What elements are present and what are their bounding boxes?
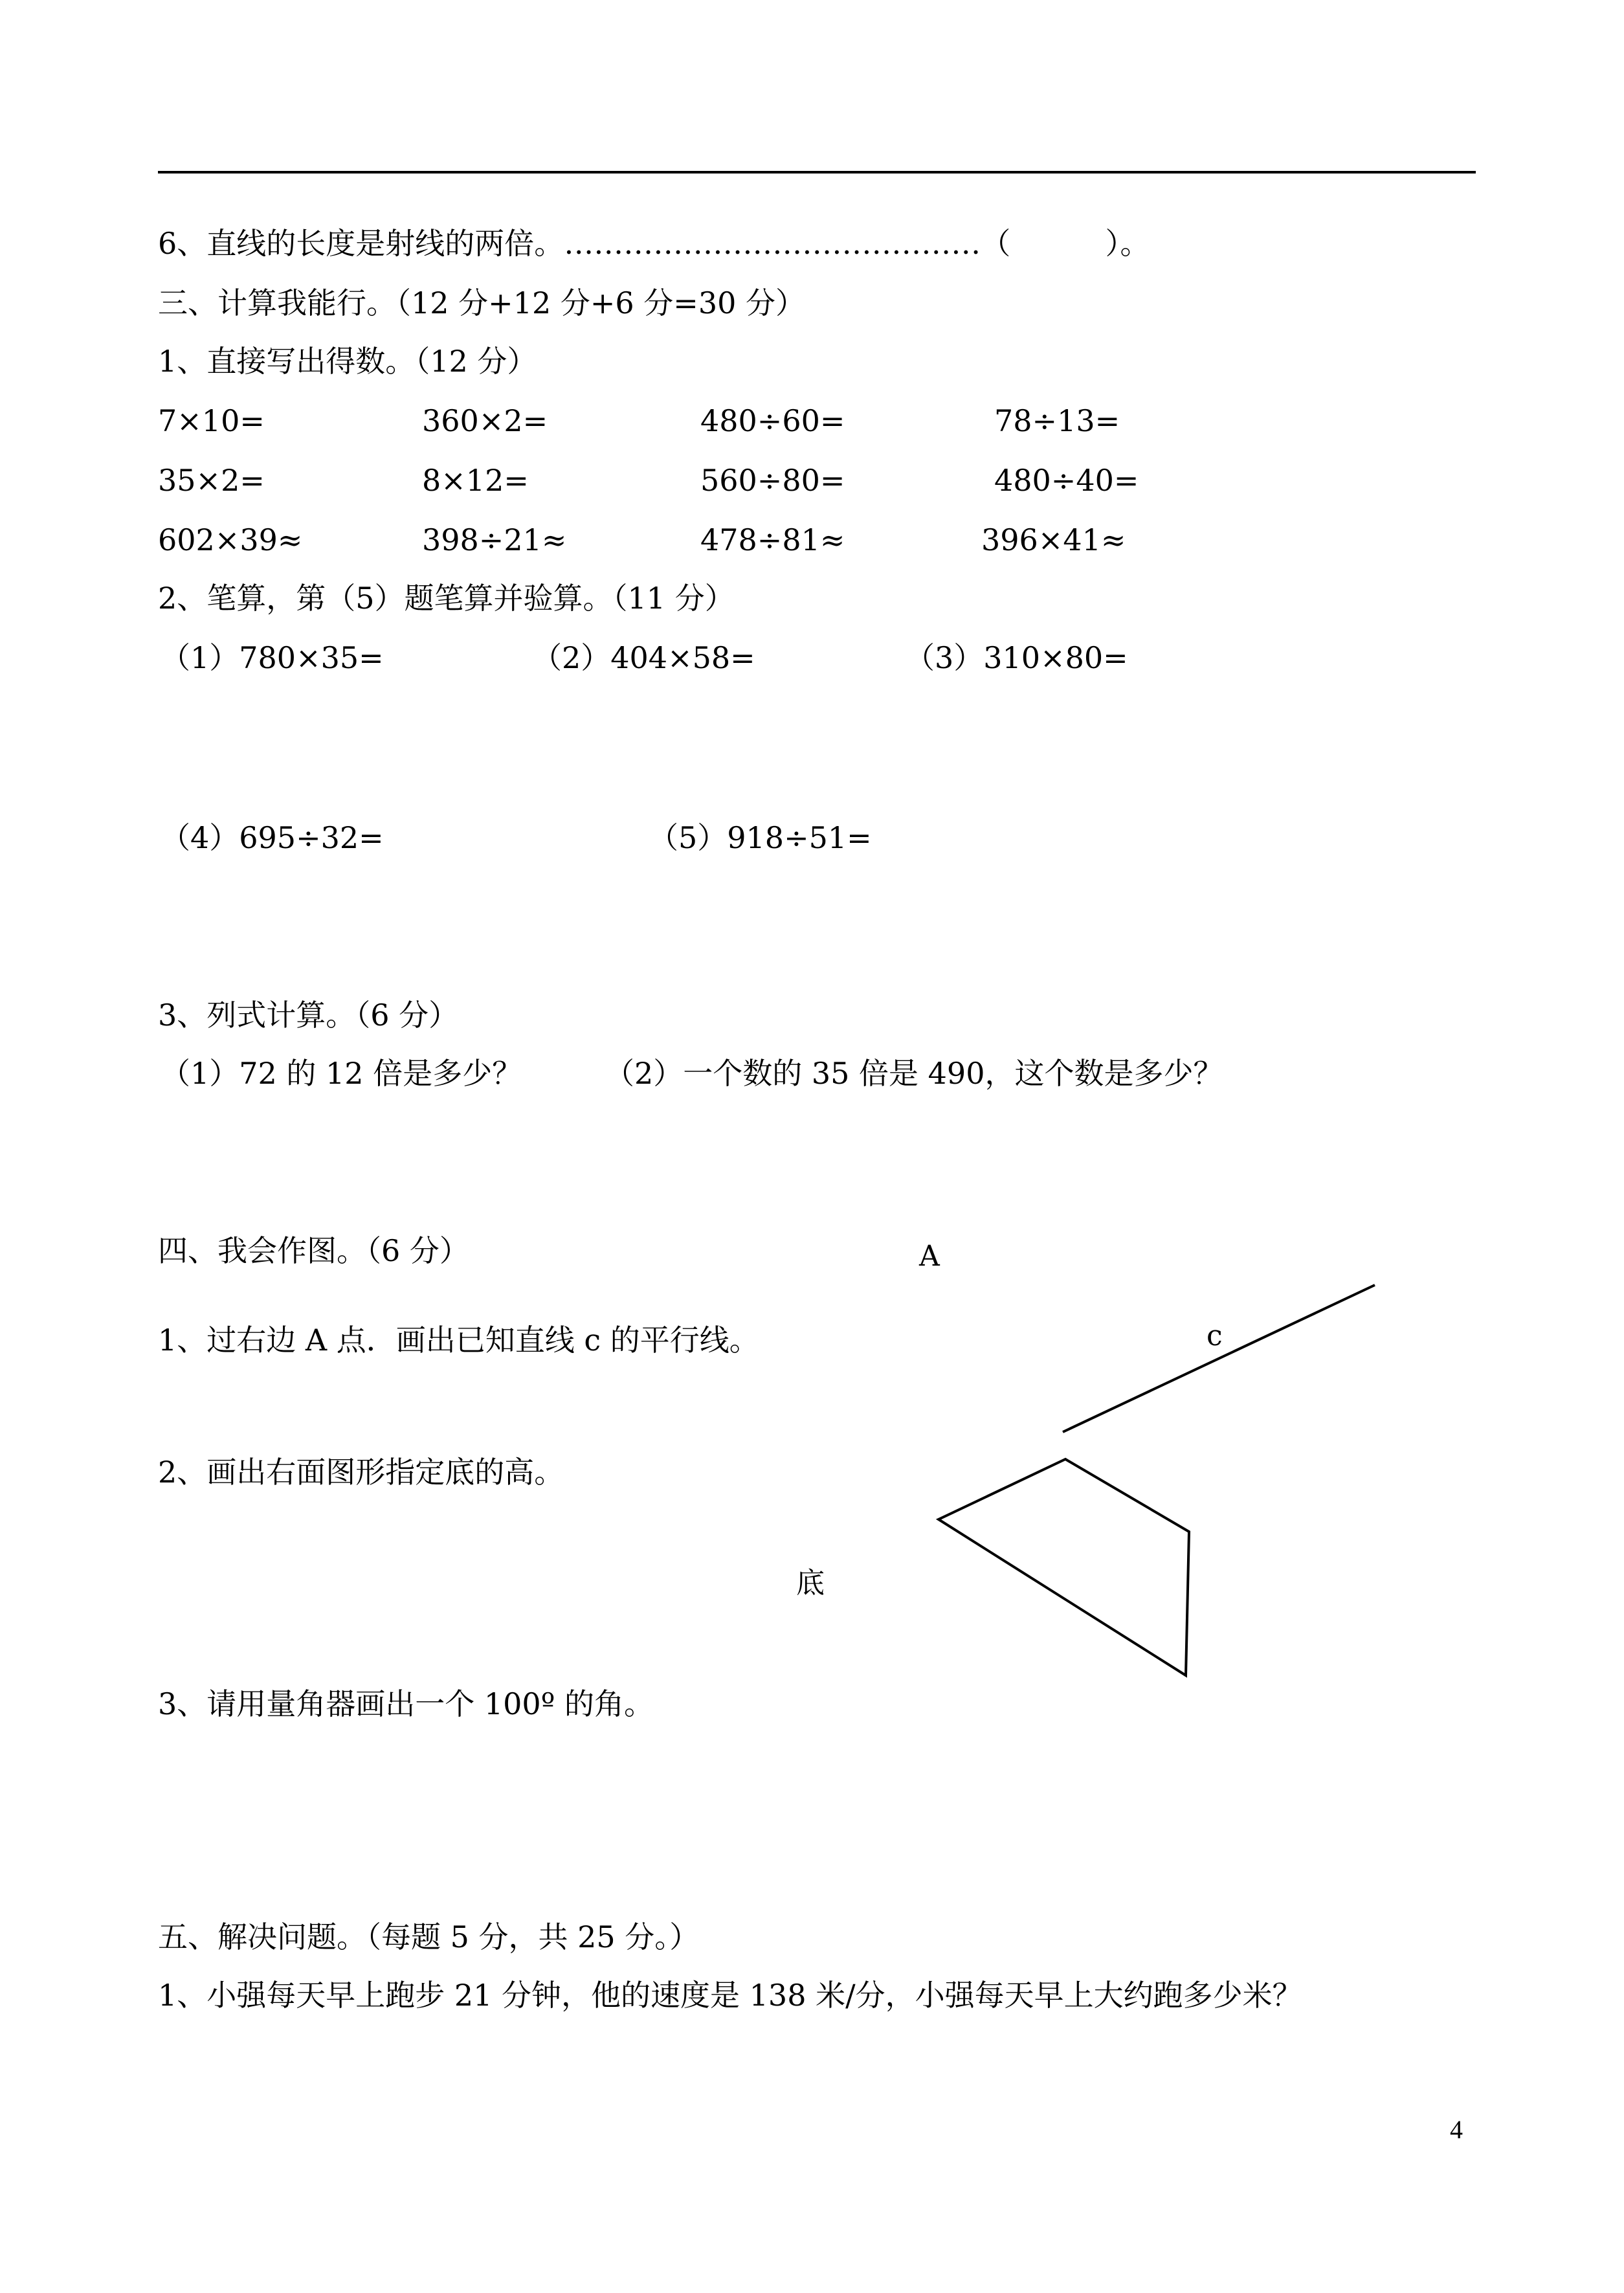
written-calc-5: （5）918÷51= [649,820,872,855]
section-3-title: 三、计算我能行。（12 分+12 分+6 分=30 分） [158,285,805,320]
base-label: 底 [796,1567,825,1600]
written-calc-2: （2）404×58= [532,640,755,675]
mental-calc-10: 398÷21≈ [422,522,567,557]
section-3-part-2-title: 2、笔算，第（5）题笔算并验算。（11 分） [158,581,735,616]
mental-calc-3: 480÷60= [700,403,845,438]
line-c-label: c [1207,1319,1223,1352]
quadrilateral-shape [939,1459,1189,1675]
mental-calc-5: 35×2= [158,463,265,498]
judge-item-6-text: 6、直线的长度是射线的两倍。 [158,226,564,261]
section-4-title: 四、我会作图。（6 分） [158,1233,469,1268]
word-problem-1: 1、小强每天早上跑步 21 分钟，他的速度是 138 米/分，小强每天早上大约跑多少米？ [158,1978,1302,2013]
page-number: 4 [1450,2115,1463,2144]
expression-calc-2: （2）一个数的 35 倍是 490，这个数是多少？ [605,1056,1223,1091]
written-calc-4: （4）695÷32= [161,820,384,855]
mental-calc-6: 8×12= [422,463,529,498]
section-3-part-1-title: 1、直接写出得数。（12 分） [158,344,537,379]
mental-calc-4: 78÷13= [994,403,1120,438]
judge-item-6-dots: …………………………………… [564,226,981,261]
line-c [1063,1285,1375,1432]
section-3-part-3-title: 3、列式计算。（6 分） [158,998,459,1033]
mental-calc-12: 396×41≈ [981,522,1126,557]
drawing-task-1: 1、过右边 A 点．画出已知直线 c 的平行线。 [158,1323,759,1358]
mental-calc-11: 478÷81≈ [700,522,845,557]
mental-calc-2: 360×2= [422,403,548,438]
written-calc-1: （1）780×35= [161,640,384,675]
expression-calc-1: （1）72 的 12 倍是多少？ [161,1056,522,1091]
point-a-label: A [919,1240,940,1273]
drawing-task-3: 3、请用量角器画出一个 100º 的角。 [158,1686,654,1721]
written-calc-3: （3）310×80= [905,640,1128,675]
drawing-task-2: 2、画出右面图形指定底的高。 [158,1455,564,1490]
section-5-title: 五、解决问题。（每题 5 分，共 25 分。） [158,1919,700,1954]
mental-calc-9: 602×39≈ [158,522,303,557]
judge-item-6-answer-blank: （ ）。 [981,226,1150,261]
mental-calc-7: 560÷80= [700,463,845,498]
mental-calc-8: 480÷40= [994,463,1139,498]
mental-calc-1: 7×10= [158,403,265,438]
